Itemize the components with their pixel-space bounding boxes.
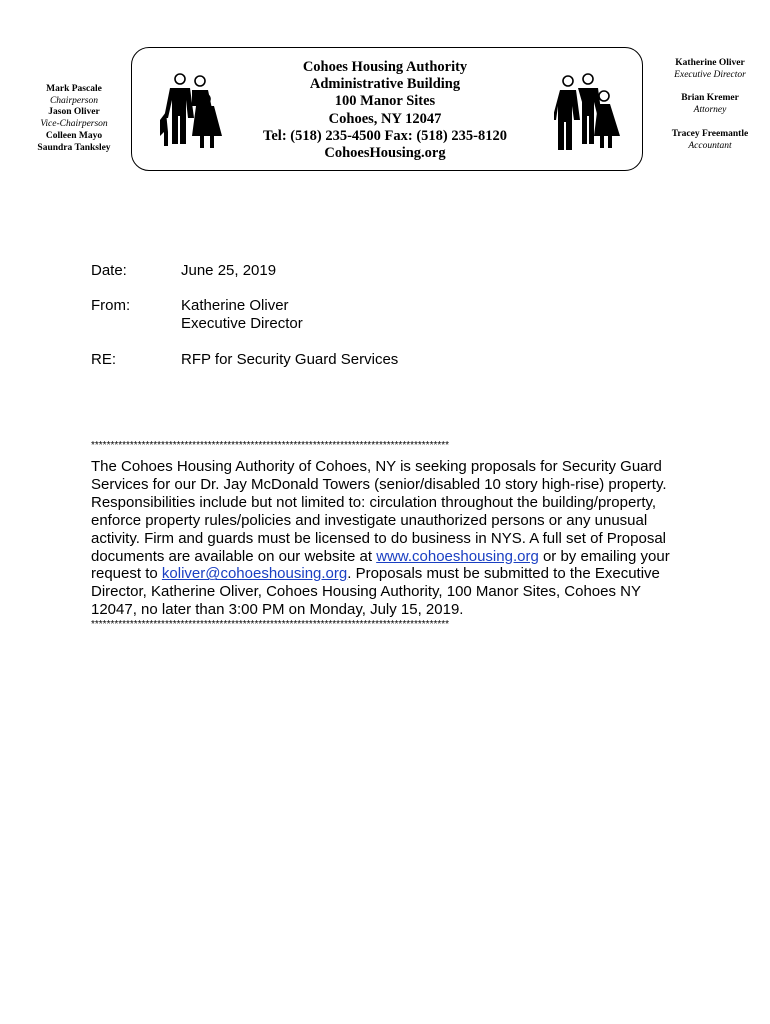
board-member-name: Saundra Tanksley	[37, 142, 111, 153]
divider-bottom: ********************************************************************************************	[91, 620, 450, 630]
body-text-2: or by emailing your request to	[91, 547, 670, 583]
staff-list	[659, 58, 761, 164]
staff-title: Attorney	[693, 105, 727, 116]
board-member-name: Jason Oliver	[48, 107, 100, 118]
board-member-name: Mark Pascale	[46, 84, 102, 94]
body-paragraph	[91, 458, 681, 619]
email-link[interactable]: koliver@cohoeshousing.org	[161, 565, 348, 583]
street-address: 100 Manor Sites	[334, 93, 436, 110]
date-value: June 25, 2019	[181, 262, 277, 279]
body-text-1: The Cohoes Housing Authority of Cohoes, NY is seeking proposals for Security Guard Services for our Dr. Jay McDonald Towers (senior/disabled 10 story high-rise) property. Responsibilities include but not limited to: circulation throughout the building/property, enforce property rules/policies and investigate unauthorized persons or any unusual activity. Firm and guards must be licensed to do business in NYS. A full set of Proposal documents are available on our website at	[91, 458, 667, 565]
letterhead	[230, 59, 540, 162]
divider-top: ********************************************************************************************	[91, 441, 450, 451]
staff-name: Katherine Oliver	[675, 58, 745, 68]
family-icon	[554, 72, 624, 152]
staff-name: Brian Kremer	[681, 93, 739, 104]
board-member-title: Chairperson	[49, 95, 99, 106]
staff-name: Tracey Freemantle	[671, 128, 749, 139]
re-value: RFP for Security Guard Services	[181, 351, 399, 368]
re-label: RE:	[91, 351, 117, 368]
phone-fax: Tel: (518) 235-4500 Fax: (518) 235-8120	[263, 127, 507, 144]
website: CohoesHousing.org	[324, 145, 446, 162]
family-icon	[156, 72, 226, 152]
website-link[interactable]: www.cohoeshousing.org	[376, 547, 539, 565]
board-members	[26, 84, 122, 154]
staff-title: Executive Director	[674, 69, 746, 80]
staff-title: Accountant	[688, 140, 732, 151]
body-text-3: . Proposals must be submitted to the Executive Director, Katherine Oliver, Cohoes Housing Authority, 100 Manor Sites, Cohoes NY 12047, no later than 3:00 PM on Monday, July 15, 2019.	[91, 565, 660, 619]
board-member-name: Colleen Mayo	[45, 130, 103, 141]
board-member-title: Vice-Chairperson	[40, 119, 108, 130]
org-name: Cohoes Housing Authority	[302, 59, 468, 75]
building-name: Administrative Building	[309, 76, 461, 93]
date-label: Date:	[91, 262, 127, 279]
from-label: From:	[91, 297, 131, 314]
from-title: Executive Director	[181, 315, 303, 332]
from-name: Katherine Oliver	[181, 297, 289, 314]
city-address: Cohoes, NY 12047	[328, 110, 442, 127]
